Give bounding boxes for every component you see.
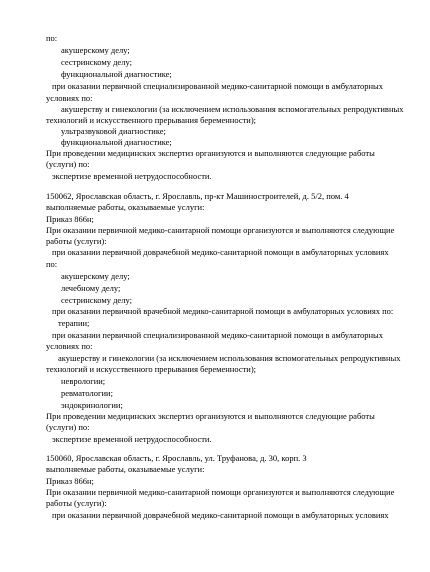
text-line: акушерскому делу; <box>61 271 130 281</box>
text-line: При проведении медицинских экспертиз организуются и выполняются следующие работы <box>46 411 375 421</box>
text-line: экспертизе временной нетрудоспособности. <box>52 434 212 444</box>
text-line: при оказании первичной специализированной медико-санитарной помощи в амбулаторных <box>52 330 384 340</box>
text-line: условиях по: <box>46 341 93 351</box>
text-line: неврологии; <box>61 376 106 386</box>
text-line: Приказ 866н; <box>46 214 94 224</box>
text-line: ультразвуковой диагностике; <box>61 126 166 136</box>
address-line: 150060, Ярославская область, г. Ярославль, ул. Труфанова, д. 30, корп. 3 <box>46 453 307 463</box>
text-line: функциональной диагностике; <box>61 137 172 147</box>
text-line: ревматологии; <box>61 388 113 398</box>
text-line: функциональной диагностике; <box>61 69 172 79</box>
text-line: выполняемые работы, оказываемые услуги: <box>46 202 205 212</box>
text-line: при оказании первичной доврачебной медико-санитарной помощи в амбулаторных условиях <box>52 510 389 520</box>
text-line: работы (услуги): <box>46 236 107 246</box>
text-line: акушерству и гинекологии (за исключением использования вспомогательных репродуктивных <box>61 104 404 114</box>
text-line: При оказании первичной медико-санитарной помощи организуются и выполняются следующие <box>46 225 395 235</box>
text-line: работы (услуги): <box>46 498 107 508</box>
address-line: 150062, Ярославская область, г. Ярославль, пр-кт Машиностроителей, д. 5/2, пом. 4 <box>46 191 349 201</box>
text-line: (услуги) по: <box>46 422 90 432</box>
text-line: условиях по: <box>46 93 93 103</box>
text-line: терапии; <box>58 318 90 328</box>
text-line: технологий и искусственного прерывания беременности); <box>46 115 257 125</box>
text-line: по: <box>46 33 58 43</box>
text-line: акушерству и гинекологии (за исключением использования вспомогательных репродуктивных <box>58 353 401 363</box>
text-line: выполняемые работы, оказываемые услуги: <box>46 464 205 474</box>
text-line: при оказании первичной специализированной медико-санитарной помощи в амбулаторных <box>52 81 384 91</box>
text-line: при оказании первичной доврачебной медико-санитарной помощи в амбулаторных условиях <box>52 247 389 257</box>
text-line: эндокринологии; <box>61 400 123 410</box>
text-line: (услуги) по: <box>46 159 90 169</box>
text-line: При оказании первичной медико-санитарной помощи организуются и выполняются следующие <box>46 487 395 497</box>
text-line: при оказании первичной врачебной медико-санитарной помощи в амбулаторных условиях по: <box>52 306 394 316</box>
text-line: сестринскому делу; <box>61 57 132 67</box>
text-line: по: <box>46 259 58 269</box>
text-line: При проведении медицинских экспертиз организуются и выполняются следующие работы <box>46 148 375 158</box>
text-line: технологий и искусственного прерывания беременности); <box>46 364 257 374</box>
text-line: лечебному делу; <box>61 283 121 293</box>
text-line: Приказ 866н; <box>46 476 94 486</box>
text-line: акушерскому делу; <box>61 45 130 55</box>
text-line: сестринскому делу; <box>61 295 132 305</box>
text-line: экспертизе временной нетрудоспособности. <box>52 171 212 181</box>
